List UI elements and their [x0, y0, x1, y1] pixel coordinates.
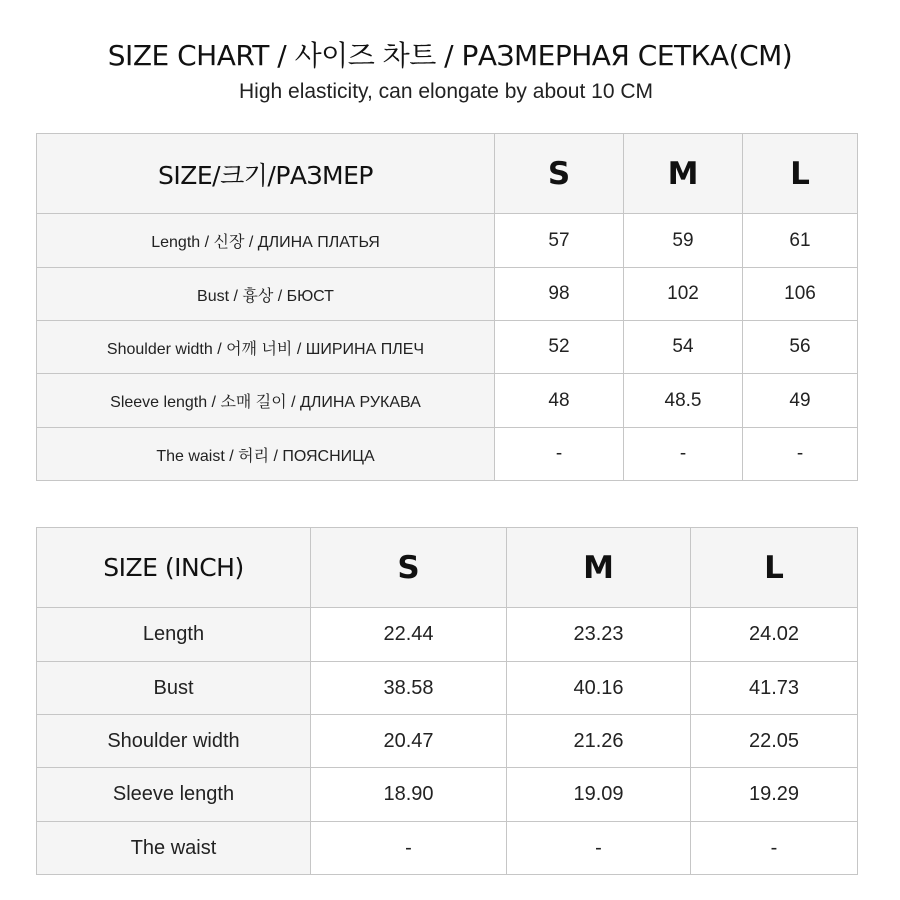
row-label: Bust / 흉상 / БЮСТ — [37, 268, 495, 321]
size-m-header: M — [624, 134, 743, 214]
value-l: 56 — [743, 321, 858, 374]
value-s: 52 — [495, 321, 624, 374]
table-row — [37, 768, 858, 822]
size-l-header: L — [691, 528, 858, 608]
value-s: 38.58 — [311, 662, 507, 715]
page-title: SIZE CHART / 사이즈 차트 / РАЗМЕРНАЯ СЕТКА(CM) — [107, 39, 793, 72]
value-m: 40.16 — [507, 662, 691, 715]
value-s: 57 — [495, 214, 624, 268]
page-subtitle: High elasticity, can elongate by about 10 CM — [238, 80, 653, 103]
value-m: 59 — [624, 214, 743, 268]
row-label: Length / 신장 / ДЛИНА ПЛАТЬЯ — [37, 214, 495, 268]
value-s: - — [311, 822, 507, 875]
value-s: 98 — [495, 268, 624, 321]
value-s: 20.47 — [311, 715, 507, 768]
value-m: 54 — [624, 321, 743, 374]
table-row — [37, 374, 858, 428]
row-label: The waist — [37, 822, 311, 875]
size-m-header: M — [507, 528, 691, 608]
value-s: 48 — [495, 374, 624, 428]
table-row — [37, 321, 858, 374]
table-row — [37, 662, 858, 715]
value-m: 48.5 — [624, 374, 743, 428]
table-row — [37, 268, 858, 321]
value-l: 41.73 — [691, 662, 858, 715]
table-row — [37, 715, 858, 768]
value-l: 106 — [743, 268, 858, 321]
row-label: Sleeve length — [37, 768, 311, 822]
value-l: - — [743, 428, 858, 481]
value-l: 24.02 — [691, 608, 858, 662]
value-l: 22.05 — [691, 715, 858, 768]
table-row — [37, 428, 858, 481]
row-label: Sleeve length / 소매 길이 / ДЛИНА РУКАВА — [37, 374, 495, 428]
value-m: 19.09 — [507, 768, 691, 822]
table-row — [37, 214, 858, 268]
size-s-header: S — [495, 134, 624, 214]
value-l: 19.29 — [691, 768, 858, 822]
value-m: - — [507, 822, 691, 875]
row-label: Bust — [37, 662, 311, 715]
value-l: - — [691, 822, 858, 875]
row-label: Length — [37, 608, 311, 662]
row-label: The waist / 허리 / ПОЯСНИЦА — [37, 428, 495, 481]
value-s: 18.90 — [311, 768, 507, 822]
row-label: Shoulder width — [37, 715, 311, 768]
value-m: 23.23 — [507, 608, 691, 662]
row-label: Shoulder width / 어깨 너비 / ШИРИНА ПЛЕЧ — [37, 321, 495, 374]
size-s-header: S — [311, 528, 507, 608]
value-l: 49 — [743, 374, 858, 428]
size-chart-cm-table — [36, 133, 858, 481]
value-s: 22.44 — [311, 608, 507, 662]
size-l-header: L — [743, 134, 858, 214]
table-header-row — [37, 528, 858, 608]
value-m: 21.26 — [507, 715, 691, 768]
value-l: 61 — [743, 214, 858, 268]
table-row — [37, 822, 858, 875]
table-header-row — [37, 134, 858, 214]
value-s: - — [495, 428, 624, 481]
size-chart-inch-table — [36, 527, 858, 875]
size-header-cell: SIZE (INCH) — [37, 528, 311, 608]
value-m: 102 — [624, 268, 743, 321]
value-m: - — [624, 428, 743, 481]
table-row — [37, 608, 858, 662]
size-header-cell: SIZE/크기/РАЗМЕР — [37, 134, 495, 214]
